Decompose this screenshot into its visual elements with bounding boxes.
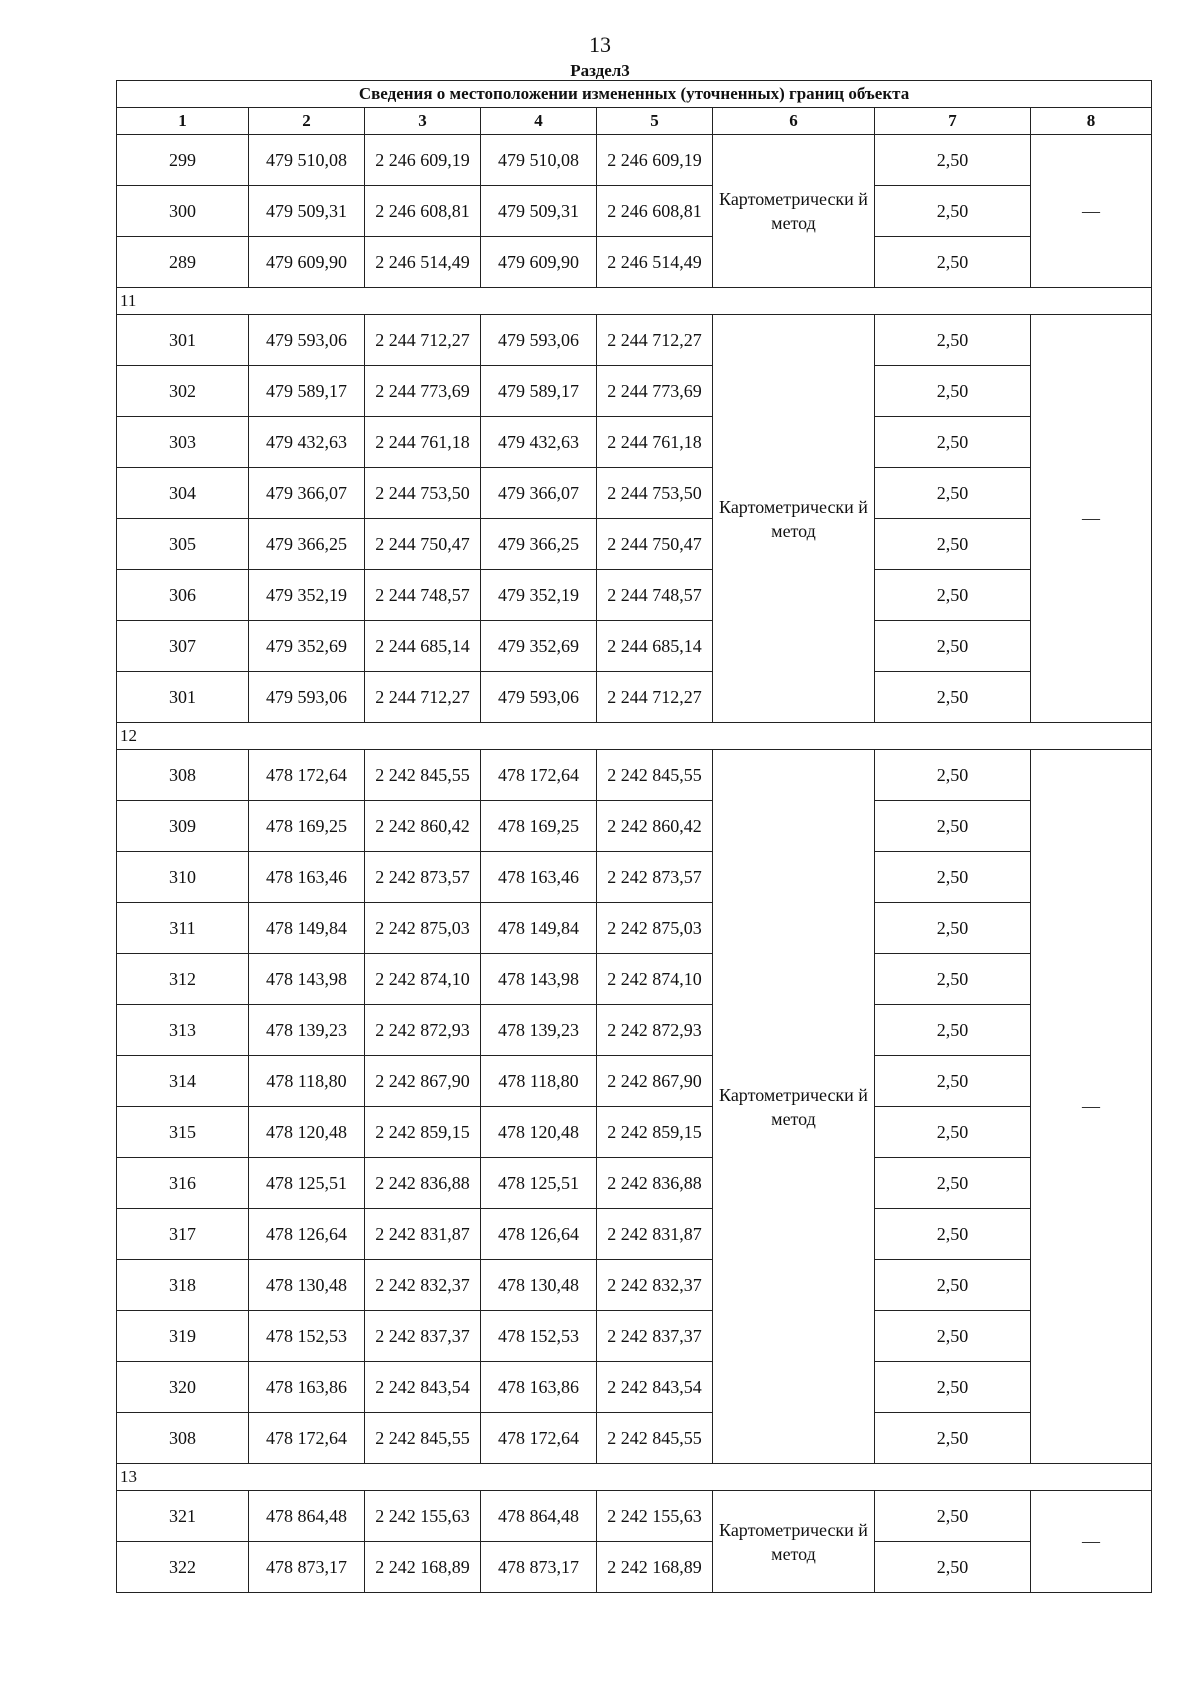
table-cell: 2 244 773,69 [365,366,481,417]
table-cell: 301 [117,315,249,366]
table-cell: 479 510,08 [249,135,365,186]
table-cell: 2,50 [875,1158,1031,1209]
table-cell: 2 242 872,93 [597,1005,713,1056]
table-cell: 478 130,48 [481,1260,597,1311]
group-label-row [117,288,1152,315]
table-row [117,1107,1152,1158]
table-cell: 2,50 [875,417,1031,468]
table-row [117,852,1152,903]
table-cell: 478 169,25 [249,801,365,852]
table-cell: 2 244 748,57 [365,570,481,621]
table-cell: 302 [117,366,249,417]
table-row [117,186,1152,237]
table-cell: 2 242 860,42 [365,801,481,852]
table-cell: 308 [117,1413,249,1464]
col8-cell: — [1031,1491,1152,1593]
table-cell: 478 125,51 [249,1158,365,1209]
table-cell: 2,50 [875,954,1031,1005]
table-row [117,1413,1152,1464]
table-cell: 479 510,08 [481,135,597,186]
table-cell: 478 172,64 [249,750,365,801]
table-cell: 479 509,31 [481,186,597,237]
table-cell: 2,50 [875,468,1031,519]
column-header: 8 [1031,108,1152,135]
table-cell: 303 [117,417,249,468]
table-row [117,1311,1152,1362]
table-cell: 2 244 712,27 [365,672,481,723]
table-cell: 2 244 753,50 [365,468,481,519]
table-row [117,621,1152,672]
table-cell: 2,50 [875,750,1031,801]
table-cell: 478 139,23 [249,1005,365,1056]
group-label: 13 [117,1464,1152,1491]
table-cell: 2 244 761,18 [365,417,481,468]
table-cell: 2 242 843,54 [597,1362,713,1413]
table-cell: 478 143,98 [249,954,365,1005]
coordinates-table [116,80,1152,1593]
table-cell: 478 172,64 [481,1413,597,1464]
table-cell: 479 593,06 [249,672,365,723]
table-cell: 2,50 [875,1413,1031,1464]
table-cell: 321 [117,1491,249,1542]
table-cell: 478 864,48 [249,1491,365,1542]
table-cell: 478 163,86 [249,1362,365,1413]
table-cell: 306 [117,570,249,621]
table-cell: 479 432,63 [481,417,597,468]
table-cell: 316 [117,1158,249,1209]
table-cell: 317 [117,1209,249,1260]
table-cell: 478 163,46 [481,852,597,903]
table-cell: 2,50 [875,801,1031,852]
table-cell: 2 244 773,69 [597,366,713,417]
table-cell: 478 126,64 [249,1209,365,1260]
table-cell: 2 242 845,55 [597,1413,713,1464]
column-header: 3 [365,108,481,135]
table-cell: 478 873,17 [481,1542,597,1593]
table-cell: 2 242 837,37 [597,1311,713,1362]
table-cell: 478 149,84 [249,903,365,954]
table-row [117,954,1152,1005]
table-cell: 2,50 [875,852,1031,903]
table-cell: 2 244 685,14 [597,621,713,672]
table-cell: 2 244 750,47 [597,519,713,570]
table-row [117,1005,1152,1056]
column-header: 2 [249,108,365,135]
table-cell: 479 609,90 [481,237,597,288]
table-cell: 301 [117,672,249,723]
table-cell: 478 163,86 [481,1362,597,1413]
table-cell: 2,50 [875,1209,1031,1260]
table-cell: 2 246 608,81 [597,186,713,237]
group-label: 12 [117,723,1152,750]
table-cell: 479 593,06 [249,315,365,366]
table-row [117,417,1152,468]
table-caption: Сведения о местоположении измененных (уточненных) границ объекта [117,81,1152,108]
method-cell: Картометрически й метод [713,315,875,723]
column-header: 7 [875,108,1031,135]
column-header-row [117,108,1152,135]
table-cell: 2 242 831,87 [597,1209,713,1260]
table-row [117,801,1152,852]
table-cell: 2,50 [875,366,1031,417]
table-cell: 478 169,25 [481,801,597,852]
table-cell: 479 352,19 [249,570,365,621]
table-row [117,135,1152,186]
table-row [117,519,1152,570]
table-body [117,135,1152,1593]
table-row [117,1209,1152,1260]
method-cell: Картометрически й метод [713,1491,875,1593]
table-cell: 2 242 873,57 [597,852,713,903]
table-cell: 2 242 155,63 [597,1491,713,1542]
column-header: 4 [481,108,597,135]
col8-cell: — [1031,750,1152,1464]
table-cell: 479 352,19 [481,570,597,621]
table-cell: 2 242 875,03 [365,903,481,954]
table-cell: 2,50 [875,903,1031,954]
table-cell: 478 873,17 [249,1542,365,1593]
table-cell: 2 242 168,89 [597,1542,713,1593]
table-row [117,315,1152,366]
table-cell: 478 130,48 [249,1260,365,1311]
table-cell: 2 244 712,27 [597,672,713,723]
table-cell: 478 118,80 [249,1056,365,1107]
table-cell: 2 242 845,55 [365,750,481,801]
column-header: 6 [713,108,875,135]
table-cell: 2 242 874,10 [365,954,481,1005]
column-header: 1 [117,108,249,135]
table-cell: 289 [117,237,249,288]
table-cell: 2,50 [875,1491,1031,1542]
table-cell: 479 352,69 [481,621,597,672]
table-cell: 311 [117,903,249,954]
table-cell: 2 242 845,55 [365,1413,481,1464]
table-cell: 312 [117,954,249,1005]
table-cell: 2 244 748,57 [597,570,713,621]
table-cell: 2 244 712,27 [365,315,481,366]
table-cell: 479 366,07 [481,468,597,519]
table-cell: 2,50 [875,1107,1031,1158]
group-label-row [117,723,1152,750]
table-cell: 478 143,98 [481,954,597,1005]
table-row [117,750,1152,801]
table-cell: 2,50 [875,1005,1031,1056]
table-cell: 314 [117,1056,249,1107]
table-cell: 479 366,25 [249,519,365,570]
table-cell: 2 242 155,63 [365,1491,481,1542]
table-cell: 322 [117,1542,249,1593]
table-cell: 478 149,84 [481,903,597,954]
table-cell: 479 589,17 [249,366,365,417]
table-cell: 2 244 761,18 [597,417,713,468]
table-cell: 307 [117,621,249,672]
table-cell: 2 246 514,49 [365,237,481,288]
table-row [117,903,1152,954]
table-cell: 2 242 836,88 [365,1158,481,1209]
table-cell: 2,50 [875,237,1031,288]
table-cell: 315 [117,1107,249,1158]
table-cell: 479 509,31 [249,186,365,237]
table-cell: 305 [117,519,249,570]
table-cell: 2 242 859,15 [597,1107,713,1158]
table-cell: 2 242 832,37 [365,1260,481,1311]
table-cell: 478 118,80 [481,1056,597,1107]
table-cell: 313 [117,1005,249,1056]
table-cell: 479 366,07 [249,468,365,519]
table-cell: 318 [117,1260,249,1311]
table-cell: 319 [117,1311,249,1362]
table-cell: 2,50 [875,135,1031,186]
table-cell: 2,50 [875,1311,1031,1362]
table-cell: 299 [117,135,249,186]
table-cell: 479 432,63 [249,417,365,468]
table-cell: 479 609,90 [249,237,365,288]
group-label: 11 [117,288,1152,315]
table-cell: 2 242 872,93 [365,1005,481,1056]
table-cell: 2 242 873,57 [365,852,481,903]
table-cell: 2 242 860,42 [597,801,713,852]
table-cell: 478 139,23 [481,1005,597,1056]
column-header: 5 [597,108,713,135]
col8-cell: — [1031,135,1152,288]
table-cell: 478 125,51 [481,1158,597,1209]
table-cell: 479 589,17 [481,366,597,417]
table-cell: 2,50 [875,519,1031,570]
table-cell: 2 242 867,90 [597,1056,713,1107]
table-cell: 478 152,53 [481,1311,597,1362]
table-cell: 478 172,64 [481,750,597,801]
table-cell: 309 [117,801,249,852]
table-cell: 2,50 [875,621,1031,672]
table-row [117,1260,1152,1311]
table-cell: 2,50 [875,1542,1031,1593]
table-cell: 304 [117,468,249,519]
table-cell: 2,50 [875,1056,1031,1107]
method-cell: Картометрически й метод [713,135,875,288]
table-cell: 2 246 608,81 [365,186,481,237]
table-cell: 2 244 750,47 [365,519,481,570]
table-cell: 478 152,53 [249,1311,365,1362]
table-cell: 2 246 609,19 [365,135,481,186]
table-cell: 2 242 843,54 [365,1362,481,1413]
table-cell: 479 593,06 [481,315,597,366]
table-cell: 2,50 [875,1362,1031,1413]
table-cell: 2,50 [875,570,1031,621]
table-cell: 478 120,48 [481,1107,597,1158]
table-cell: 2 242 859,15 [365,1107,481,1158]
table-row [117,468,1152,519]
table-cell: 2 242 832,37 [597,1260,713,1311]
table-cell: 2 242 836,88 [597,1158,713,1209]
col8-cell: — [1031,315,1152,723]
method-cell: Картометрически й метод [713,750,875,1464]
group-label-row [117,1464,1152,1491]
table-row [117,570,1152,621]
table-cell: 2,50 [875,315,1031,366]
table-row [117,366,1152,417]
table-cell: 300 [117,186,249,237]
table-cell: 2 246 609,19 [597,135,713,186]
table-cell: 478 864,48 [481,1491,597,1542]
table-cell: 2 244 753,50 [597,468,713,519]
table-cell: 2 244 712,27 [597,315,713,366]
table-cell: 478 163,46 [249,852,365,903]
table-cell: 2 242 867,90 [365,1056,481,1107]
table-cell: 2 242 874,10 [597,954,713,1005]
table-cell: 2 242 168,89 [365,1542,481,1593]
table-cell: 320 [117,1362,249,1413]
table-cell: 478 120,48 [249,1107,365,1158]
table-row [117,1542,1152,1593]
page-number: 13 [589,32,611,57]
table-cell: 2,50 [875,672,1031,723]
table-cell: 479 593,06 [481,672,597,723]
table-cell: 2 242 845,55 [597,750,713,801]
table-row [117,1491,1152,1542]
table-cell: 2,50 [875,1260,1031,1311]
section-title: Раздел3 [570,61,630,80]
table-cell: 479 352,69 [249,621,365,672]
table-row [117,1158,1152,1209]
table-row [117,237,1152,288]
table-row [117,672,1152,723]
table-row [117,1362,1152,1413]
table-cell: 2 246 514,49 [597,237,713,288]
table-cell: 2 242 837,37 [365,1311,481,1362]
table-cell: 479 366,25 [481,519,597,570]
table-row [117,1056,1152,1107]
table-cell: 478 172,64 [249,1413,365,1464]
table-cell: 478 126,64 [481,1209,597,1260]
table-cell: 2 242 875,03 [597,903,713,954]
table-cell: 2,50 [875,186,1031,237]
table-cell: 310 [117,852,249,903]
table-cell: 308 [117,750,249,801]
table-cell: 2 244 685,14 [365,621,481,672]
table-cell: 2 242 831,87 [365,1209,481,1260]
